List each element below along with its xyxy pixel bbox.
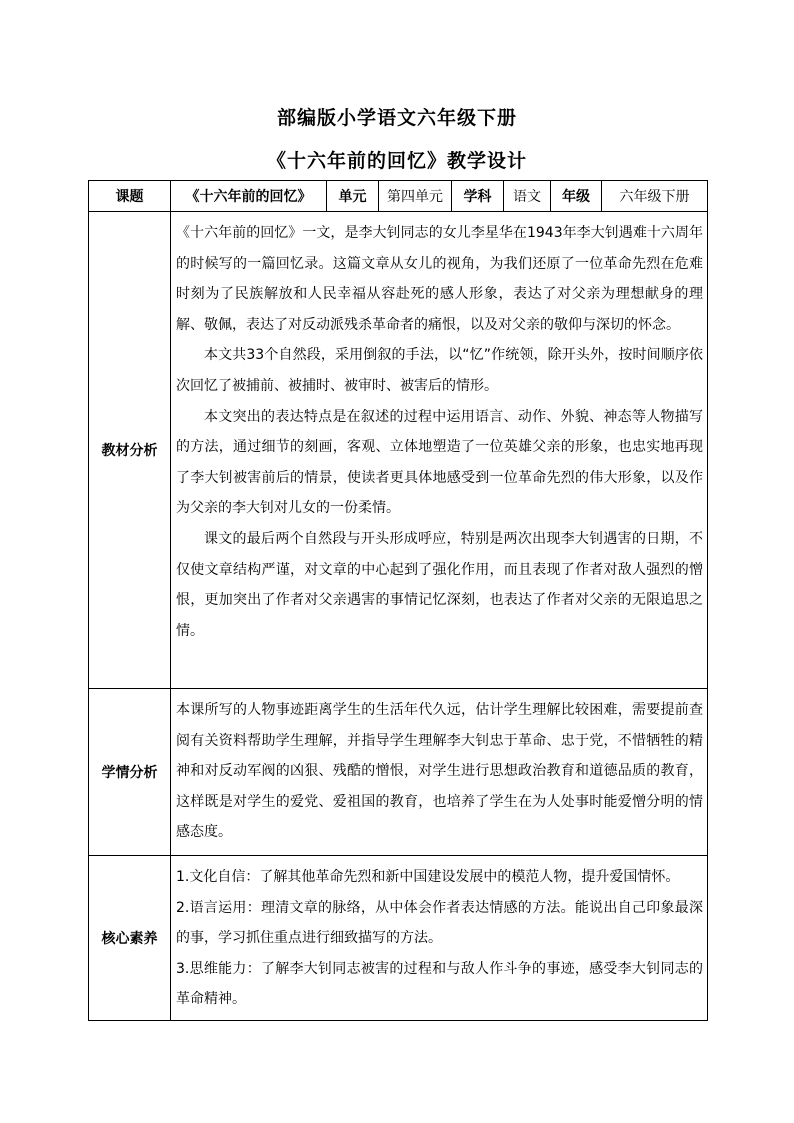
subject-label: 学科 [452, 181, 504, 212]
student-analysis-text: 本课所写的人物事迹距离学生的生活年代久远，估计学生理解比较困难，需要提前查阅有关资料帮助学生理解，并指导学生理解李大钊忠于革命、忠于党，不惜牺牲的精神和对反动军阀的凶狠、残酷的憎恨，对学生进行思想政治教育和道德品质的教育，这样既是对学生的爱党、爱祖国的教育，也培养了学生在为人处事时能爱憎分明的情感态度。 [176, 702, 703, 841]
literacy-item: 1.文化自信：了解其他革命先烈和新中国建设发展中的模范人物，提升爱国情怀。 [176, 869, 680, 885]
material-paragraph: 课文的最后两个自然段与开头形成呼应，特别是两次出现李大钊遇害的日期，不仅使文章结构严谨，对文章的中心起到了强化作用，而且表现了作者对敌人强烈的憎恨，更加突出了作者对父亲遇害的事情记忆深刻，也表达了作者对父亲的无限追思之情。 [176, 530, 703, 639]
lesson-label: 课题 [89, 181, 171, 212]
lesson-value: 《十六年前的回忆》 [171, 181, 327, 212]
core-literacy-row [89, 856, 708, 1021]
material-analysis-row [89, 212, 708, 689]
document-subtitle: 《十六年前的回忆》教学设计 [266, 150, 527, 172]
material-paragraph: 本文共33个自然段，采用倒叙的手法，以“忆”作统领，除开头外，按时间顺序依次回忆了被捕前、被捕时、被审时、被害后的情形。 [176, 347, 703, 394]
material-paragraph: 《十六年前的回忆》一文，是李大钊同志的女儿李星华在1943年李大钊遇难十六周年的时候写的一篇回忆录。这篇文章从女儿的视角，为我们还原了一位革命先烈在危难时刻为了民族解放和人民幸福从容赴死的感人形象，表达了对父亲为理想献身的理解、敬佩，表达了对反动派残杀革命者的痛恨，以及对父亲的敬仰与深切的怀念。 [176, 225, 703, 333]
literacy-item: 3.思维能力：了解李大钊同志被害的过程和与敌人作斗争的事迹，感受李大钊同志的革命精神。 [176, 960, 703, 1008]
student-analysis-label: 学情分析 [89, 689, 171, 856]
grade-label: 年级 [551, 181, 602, 212]
unit-label: 单元 [327, 181, 379, 212]
student-analysis-content [171, 689, 708, 856]
subject-value: 语文 [504, 181, 551, 212]
material-paragraph: 本文突出的表达特点是在叙述的过程中运用语言、动作、外貌、神态等人物描写的方法，通过细节的刻画，客观、立体地塑造了一位英雄父亲的形象，也忠实地再现了李大钊被害前后的情景，使读者更具体地感受到一位革命先烈的伟大形象，以及作为父亲的李大钊对儿女的一份柔情。 [176, 408, 703, 517]
material-analysis-content [171, 212, 708, 689]
core-literacy-content [171, 856, 708, 1021]
student-analysis-row [89, 689, 708, 856]
literacy-item: 2.语言运用：理清文章的脉络，从中体会作者表达情感的方法。能说出自己印象最深的事，学习抓住重点进行细致描写的方法。 [176, 899, 703, 947]
header-row [89, 181, 708, 212]
unit-value: 第四单元 [379, 181, 452, 212]
lesson-plan-table [88, 180, 708, 1021]
material-analysis-label: 教材分析 [89, 212, 171, 689]
core-literacy-label: 核心素养 [89, 856, 171, 1021]
document-title: 部编版小学语文六年级下册 [276, 107, 517, 129]
grade-value: 六年级下册 [602, 181, 708, 212]
